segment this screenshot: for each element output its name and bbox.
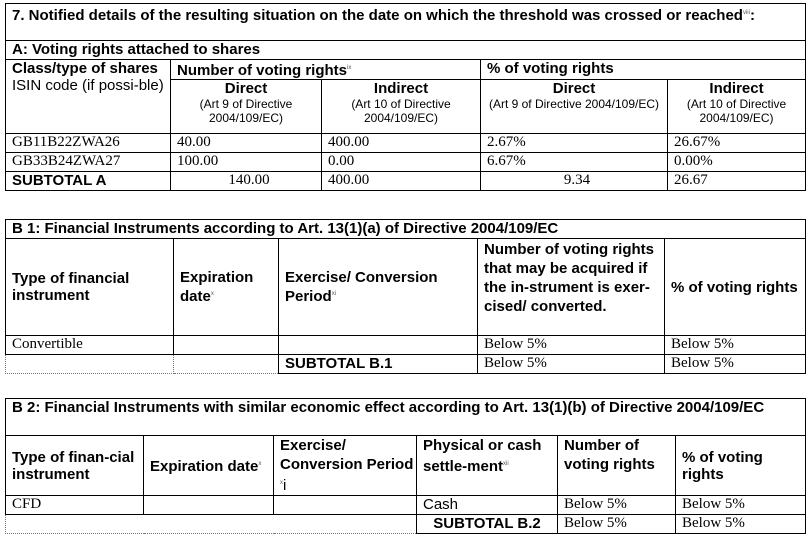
col-pct-voting-header: % of voting rights bbox=[481, 60, 806, 80]
b2-col-exercise-tail: i bbox=[283, 477, 287, 494]
table-row bbox=[6, 134, 806, 153]
b1-empty-cell bbox=[174, 355, 279, 374]
table-row bbox=[6, 496, 806, 515]
b2-empty-cell bbox=[144, 515, 274, 534]
subtotal-b1-pct: Below 5% bbox=[665, 355, 806, 374]
b2-exercise-cell bbox=[274, 496, 417, 515]
b1-col-expiration-label: Expiration date bbox=[180, 269, 254, 305]
b2-col-pct: % of voting rights bbox=[676, 436, 806, 496]
pct-indirect-header bbox=[668, 80, 806, 134]
b2-col-type: Type of finan-cial instrument bbox=[6, 436, 144, 496]
pct-direct-cell: 6.67% bbox=[481, 153, 668, 172]
b1-empty-cell bbox=[6, 355, 174, 374]
table-row bbox=[6, 153, 806, 172]
b2-col-physical bbox=[417, 436, 558, 496]
col-isin-label: ISIN code (if possi-ble) bbox=[12, 77, 164, 94]
section-b2-title: B 2: Financial Instruments with similar economic effect according to Art. 13(1)(b) of Directive 2004/109/EC bbox=[6, 399, 806, 436]
table-row bbox=[6, 336, 806, 355]
num-indirect-label: Indirect bbox=[373, 80, 429, 97]
col-num-voting-header bbox=[171, 60, 481, 80]
b1-col-exercise bbox=[279, 239, 478, 336]
pct-direct-header bbox=[481, 80, 668, 134]
subtotal-b2-label: SUBTOTAL B.2 bbox=[417, 515, 558, 534]
b1-col-pct: % of voting rights bbox=[665, 239, 806, 336]
num-indirect-header bbox=[322, 80, 481, 134]
pct-indirect-cell: 0.00% bbox=[668, 153, 806, 172]
b2-number-cell: Below 5% bbox=[558, 496, 676, 515]
isin-cell: GB33B24ZWA27 bbox=[6, 153, 171, 172]
b2-expiration-cell bbox=[144, 496, 274, 515]
b1-col-exercise-label: Exercise/ Conversion Period bbox=[285, 269, 438, 305]
b2-empty-cell bbox=[274, 515, 417, 534]
b2-empty-cell bbox=[6, 515, 144, 534]
subtotal-b1-label: SUBTOTAL B.1 bbox=[279, 355, 478, 374]
b2-col-physical-label: Physical or cash settle-ment bbox=[423, 437, 542, 475]
section-7-title-note: viii bbox=[742, 10, 750, 16]
section-b1-title: B 1: Financial Instruments according to Art. 13(1)(a) of Directive 2004/109/EC bbox=[6, 220, 806, 239]
subtotal-a-label: SUBTOTAL A bbox=[6, 172, 171, 191]
pct-indirect-cell: 26.67% bbox=[668, 134, 806, 153]
section-7-title-text: 7. Notified details of the resulting situation on the date on which the threshold was crossed or reached bbox=[12, 7, 743, 24]
b1-exercise-cell bbox=[279, 336, 478, 355]
subtotal-b2-pct: Below 5% bbox=[676, 515, 806, 534]
b2-pct-cell: Below 5% bbox=[676, 496, 806, 515]
subtotal-a-num-indirect: 400.00 bbox=[322, 172, 481, 191]
b2-col-expiration bbox=[144, 436, 274, 496]
pct-direct-cell: 2.67% bbox=[481, 134, 668, 153]
b1-col-exercise-note: xi bbox=[331, 291, 337, 297]
num-direct-cell: 40.00 bbox=[171, 134, 322, 153]
col-num-voting-note: ix bbox=[347, 65, 352, 71]
subtotal-a-num-direct: 140.00 bbox=[171, 172, 322, 191]
b2-col-exercise bbox=[274, 436, 417, 496]
b1-col-expiration bbox=[174, 239, 279, 336]
section-7-colon: : bbox=[749, 7, 755, 24]
b2-col-number: Number of voting rights bbox=[558, 436, 676, 496]
num-direct-sub: (Art 9 of Directive 2004/109/EC) bbox=[199, 97, 293, 125]
col-class-header bbox=[6, 60, 171, 134]
pct-direct-sub: (Art 9 of Directive 2004/109/EC) bbox=[488, 97, 660, 111]
num-indirect-cell: 400.00 bbox=[322, 134, 481, 153]
col-num-voting-label: Number of voting rights bbox=[177, 62, 347, 79]
num-indirect-cell: 0.00 bbox=[322, 153, 481, 172]
subtotal-b1-number: Below 5% bbox=[478, 355, 665, 374]
subtotal-a-pct-direct: 9.34 bbox=[481, 172, 668, 191]
b1-col-type: Type of financial instrument bbox=[6, 239, 174, 336]
b2-type-cell: CFD bbox=[6, 496, 144, 515]
b1-number-cell: Below 5% bbox=[478, 336, 665, 355]
b2-col-expiration-label: Expiration date bbox=[150, 458, 259, 475]
subtotal-b1-row bbox=[6, 355, 806, 374]
section-a-title: A: Voting rights attached to shares bbox=[6, 41, 806, 60]
b1-col-expiration-note: x bbox=[210, 291, 214, 297]
num-indirect-sub: (Art 10 of Directive 2004/109/EC) bbox=[351, 97, 451, 125]
b1-expiration-cell bbox=[174, 336, 279, 355]
b2-col-physical-note: xii bbox=[503, 461, 509, 467]
pct-indirect-label: Indirect bbox=[709, 80, 764, 97]
table-section-b1 bbox=[5, 219, 806, 374]
num-direct-cell: 100.00 bbox=[171, 153, 322, 172]
table-section-b2 bbox=[5, 398, 806, 534]
isin-cell: GB11B22ZWA26 bbox=[6, 134, 171, 153]
num-direct-label: Direct bbox=[224, 80, 268, 97]
subtotal-a-row bbox=[6, 172, 806, 191]
subtotal-b2-row bbox=[6, 515, 806, 534]
section-7-title bbox=[6, 4, 806, 41]
subtotal-a-pct-indirect: 26.67 bbox=[668, 172, 806, 191]
pct-direct-label: Direct bbox=[552, 80, 596, 97]
num-direct-header bbox=[171, 80, 322, 134]
b2-physical-cell: Cash bbox=[417, 496, 558, 515]
b2-col-exercise-label: Exercise/ Conversion Period bbox=[280, 437, 414, 473]
b1-col-number: Number of voting rights that may be acquired if the in-strument is exer-cised/ converted. bbox=[478, 239, 665, 336]
col-class-label: Class/type of shares bbox=[12, 60, 158, 77]
b1-type-cell: Convertible bbox=[6, 336, 174, 355]
pct-indirect-sub: (Art 10 of Directive 2004/109/EC) bbox=[686, 97, 787, 125]
b1-pct-cell: Below 5% bbox=[665, 336, 806, 355]
b2-col-exercise-note: x bbox=[280, 480, 283, 486]
subtotal-b2-number: Below 5% bbox=[558, 515, 676, 534]
b2-col-expiration-note: x bbox=[258, 461, 262, 467]
table-section-a bbox=[5, 3, 806, 191]
